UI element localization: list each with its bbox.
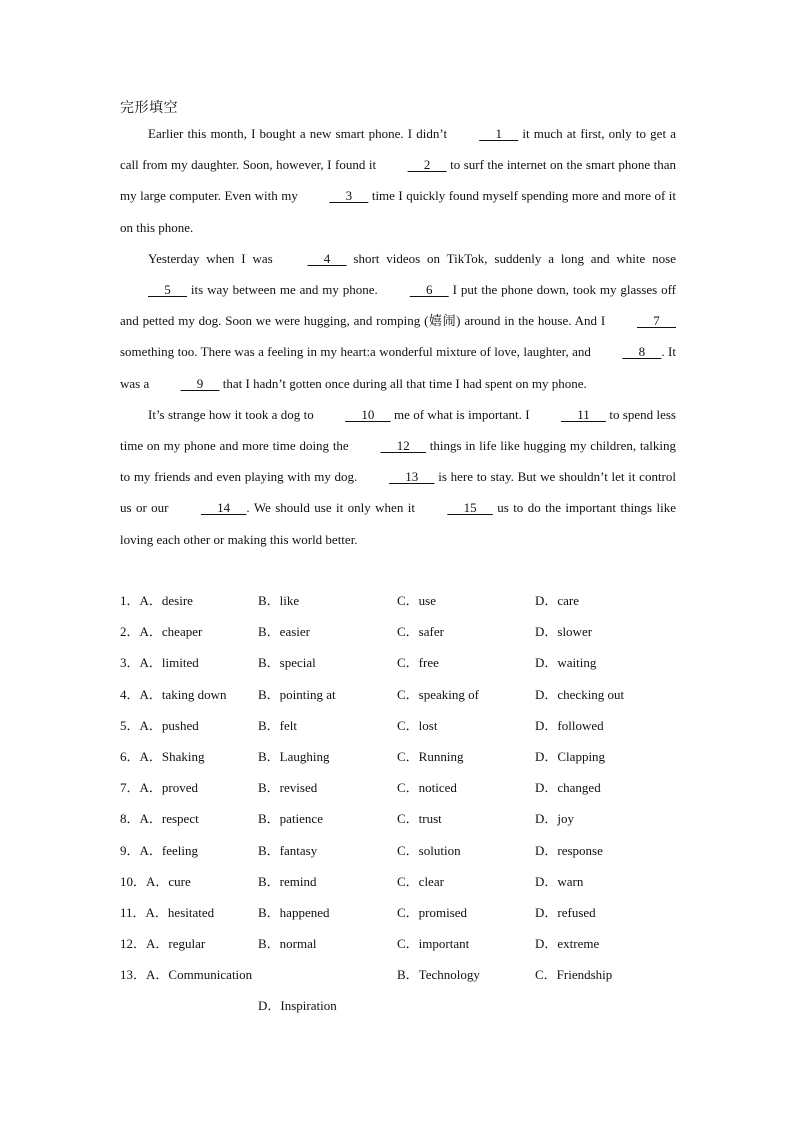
blank-5: 5 [148, 282, 187, 298]
option-c: C．Running [397, 748, 464, 764]
passage-text: it much at first, only to get a call from my daughter. Soon, however, I found it [120, 126, 676, 173]
option-a: 10．A．cure [120, 873, 191, 889]
option-b: B．normal [258, 936, 317, 952]
passage-paragraph-3 [120, 399, 676, 555]
option-b: B．fantasy [258, 842, 318, 858]
option-b: B．special [258, 655, 316, 671]
question-number: 2． [120, 624, 140, 640]
option-a: 1．A．desire [120, 593, 193, 608]
passage-text: It’s strange how it took a dog to [148, 406, 318, 422]
question-row-2 [120, 616, 676, 647]
blank-3: 3 [329, 188, 369, 204]
passage-text: that I hadn’t gotten once during all that time I had spent on my phone. [219, 375, 587, 391]
option-d: D．extreme [535, 936, 600, 952]
section-title: 完形填空 [120, 100, 178, 116]
question-row-11 [120, 897, 676, 928]
option-b: B．like [258, 593, 300, 608]
option-a: 13．A．Communication [120, 967, 253, 983]
option-d: D．refused [535, 904, 596, 920]
option-c: C．trust [397, 811, 442, 827]
option-b: B．Technology [397, 967, 480, 983]
question-number: 1． [120, 593, 140, 608]
question-number: 4． [120, 686, 140, 702]
option-b: B．felt [258, 717, 297, 733]
passage-text: its way between me and my phone. [187, 282, 382, 298]
option-c: C．use [397, 593, 437, 608]
passage-text: Earlier this month, I bought a new smart phone. I didn’t [148, 126, 452, 141]
passage-text: us to do the important things like loving each other or making this world better. [120, 500, 677, 547]
option-c: C．clear [397, 873, 444, 889]
option-d: D．Clapping [535, 748, 606, 764]
option-d: D．followed [535, 717, 604, 733]
blank-15: 15 [447, 500, 493, 516]
blank-10: 10 [345, 406, 391, 422]
option-c: C．noticed [397, 780, 457, 796]
question-row-6 [120, 741, 676, 772]
blank-8: 8 [622, 344, 662, 360]
option-a: 12．A．regular [120, 936, 206, 952]
option-b: B．pointing at [258, 686, 336, 702]
question-number: 6． [120, 748, 140, 764]
option-c: C．promised [397, 904, 468, 920]
question-number: 9． [120, 842, 140, 858]
blank-6: 6 [409, 282, 449, 298]
option-a: 4．A．taking down [120, 686, 227, 702]
cloze-passage [120, 118, 676, 555]
blank-14: 14 [200, 500, 247, 516]
option-a: 3．A．limited [120, 655, 199, 671]
option-b: B．revised [258, 780, 318, 796]
question-number: 5． [120, 717, 140, 733]
question-number: 10． [120, 873, 147, 889]
option-d: D．changed [535, 780, 601, 796]
question-number: 12． [120, 936, 147, 952]
question-row-13-continued [120, 990, 676, 1021]
option-d: D．warn [535, 873, 584, 889]
option-d: D．care [535, 593, 580, 608]
question-row-10 [120, 866, 676, 897]
question-number: 7． [120, 780, 140, 796]
blank-11: 11 [560, 406, 606, 422]
option-d: D．slower [535, 624, 593, 640]
option-a: 9．A．feeling [120, 842, 198, 858]
option-a: 2．A．cheaper [120, 624, 203, 640]
passage-text: things in life like hugging my children, talking to my friends and even playing with my dog. [120, 438, 676, 485]
answer-options [120, 585, 676, 1022]
option-c: C．safer [397, 624, 444, 640]
passage-text: . It was a [120, 344, 676, 391]
question-row-5 [120, 710, 676, 741]
option-d: D．joy [535, 811, 575, 827]
option-b: B．remind [258, 873, 317, 889]
passage-text: Yesterday when I was [148, 250, 280, 266]
question-row-13 [120, 959, 676, 990]
passage-paragraph-1 [120, 118, 676, 243]
option-c: C．important [397, 936, 470, 952]
option-d: D．checking out [535, 686, 625, 702]
question-row-8 [120, 803, 676, 834]
passage-text: to surf the internet on the smart phone than my large computer. Even with my [120, 157, 676, 204]
question-number: 11． [120, 904, 146, 920]
blank-7: 7 [637, 313, 676, 329]
option-c: C．free [397, 655, 439, 671]
question-number: 13． [120, 967, 147, 983]
option-b: B．Laughing [258, 748, 330, 764]
question-number: 3． [120, 655, 140, 671]
passage-text: is here to stay. But we shouldn’t let it control us or our [120, 469, 676, 516]
passage-text: something too. There was a feeling in my heart:a wonderful mixture of love, laughter, and [120, 344, 595, 360]
blank-4: 4 [307, 250, 347, 266]
passage-text: me of what is important. I [390, 406, 533, 422]
question-row-9 [120, 835, 676, 866]
option-d: D．Inspiration [258, 998, 337, 1014]
question-number: 8． [120, 811, 140, 827]
blank-9: 9 [180, 375, 220, 391]
blank-13: 13 [389, 469, 435, 485]
option-b: B．patience [258, 811, 323, 827]
option-a: 11．A．hesitated [120, 904, 215, 920]
passage-paragraph-2 [120, 243, 676, 399]
question-row-4 [120, 679, 676, 710]
passage-text: . We should use it only when it [246, 500, 420, 516]
passage-text: time I quickly found myself spending more and more of it on this phone. [120, 188, 677, 235]
option-b: B．happened [258, 904, 330, 920]
option-c: C．speaking of [397, 686, 479, 702]
option-b: B．easier [258, 624, 310, 640]
option-d: D．response [535, 842, 603, 858]
option-a: 5．A．pushed [120, 717, 199, 733]
question-row-1 [120, 585, 676, 616]
question-row-12 [120, 928, 676, 959]
option-c: C．Friendship [535, 967, 613, 983]
passage-text: to spend less time on my phone and more time doing the [120, 406, 676, 454]
blank-1: 1 [479, 126, 519, 141]
passage-text: short videos on TikTok, suddenly a long and white nose [346, 250, 676, 266]
blank-12: 12 [380, 438, 426, 454]
question-row-7 [120, 772, 676, 803]
question-row-3 [120, 647, 676, 678]
option-c: C．lost [397, 717, 438, 733]
option-a: 7．A．proved [120, 780, 199, 796]
option-d: D．waiting [535, 655, 597, 671]
option-c: C．solution [397, 842, 461, 858]
blank-2: 2 [407, 157, 447, 173]
passage-text: I put the phone down, took my glasses off and petted my dog. Soon we were hugging, and romping (嬉闹) around in the house. And I [120, 282, 676, 329]
option-a: 6．A．Shaking [120, 748, 205, 764]
option-a: 8．A．respect [120, 811, 199, 827]
